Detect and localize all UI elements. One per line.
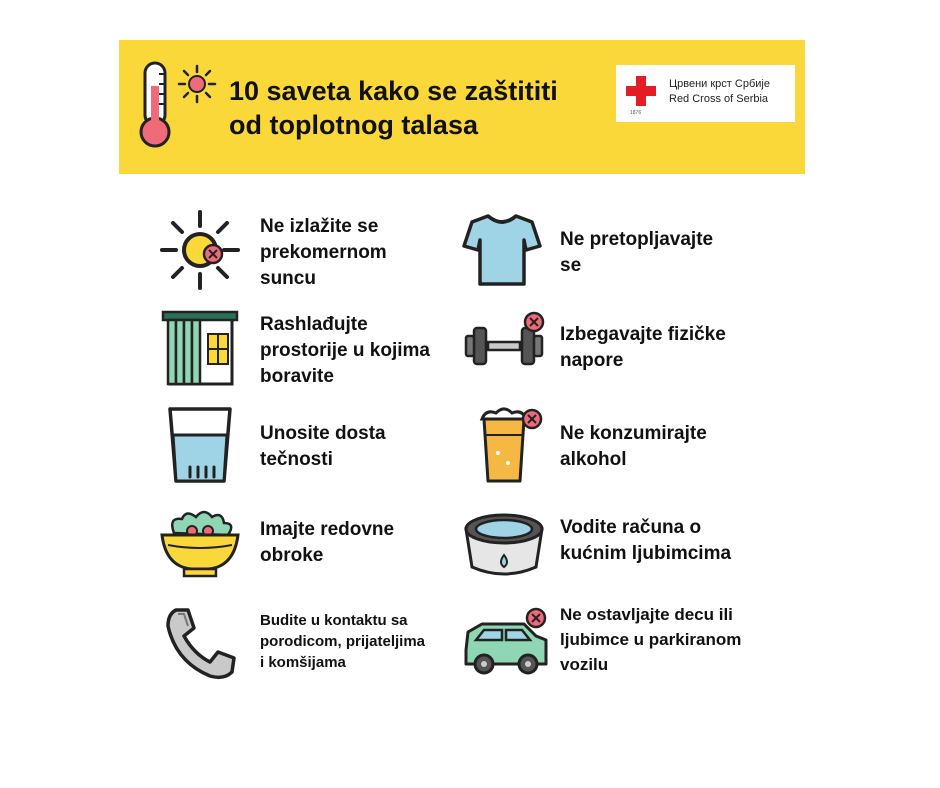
tip-line: Budite u kontaktu sa [260,612,408,629]
car-icon [462,602,550,682]
red-cross-logo [616,65,795,122]
thermometer-icon [137,60,173,157]
logo-name-latin: Red Cross of Serbia [669,93,769,105]
tip-line: se [560,255,582,276]
tip-line: Ne ostavljajte decu ili [560,605,733,624]
tip-line: napore [560,350,624,371]
title-line-2: od toplotnog talasa [229,110,478,140]
tip-line: boravite [260,366,334,387]
tip-line: Imajte redovne [260,519,395,540]
curtain-icon [160,308,240,388]
tip-line: Unosite dosta [260,423,386,444]
dumbbell-icon [462,310,546,382]
tip-line: tečnosti [260,449,333,470]
tip-line: kućnim ljubimcima [560,543,732,564]
water-glass-icon [164,405,236,485]
tip-line: prostorije u kojima [260,340,430,361]
tip-line: porodicom, prijateljima [260,633,426,650]
tip-line: ljubimce u parkiranom [560,630,742,649]
title-line-1: 10 saveta kako se zaštititi [229,76,558,106]
page-title [229,74,558,142]
pet-bowl-icon [462,505,546,581]
sun-icon [160,210,240,290]
tip-line: obroke [260,545,324,566]
salad-bowl-icon [160,505,240,579]
small-sun-icon [177,64,217,109]
tip-line: alkohol [560,449,627,470]
tip-line: prekomernom [260,242,387,263]
header-banner [119,40,805,174]
tip-line: i komšijama [260,654,346,671]
tip-line: Ne izlažite se [260,216,379,237]
tip-line: Vodite računa o [560,517,702,538]
tshirt-icon [462,212,542,288]
red-cross-icon [624,74,658,113]
tip-line: Ne konzumirajte [560,423,707,444]
tip-line: Ne pretopljavajte [560,229,714,250]
tip-line: Rashlađujte [260,314,368,335]
tip-line: Izbegavajte fizičke [560,324,726,345]
phone-icon [164,606,236,682]
beer-icon [478,405,546,485]
logo-year: 1876 [630,110,642,116]
logo-name-cyrillic: Црвени крст Србије [669,78,770,90]
tip-line: vozilu [560,655,609,674]
tip-line: suncu [260,268,316,289]
